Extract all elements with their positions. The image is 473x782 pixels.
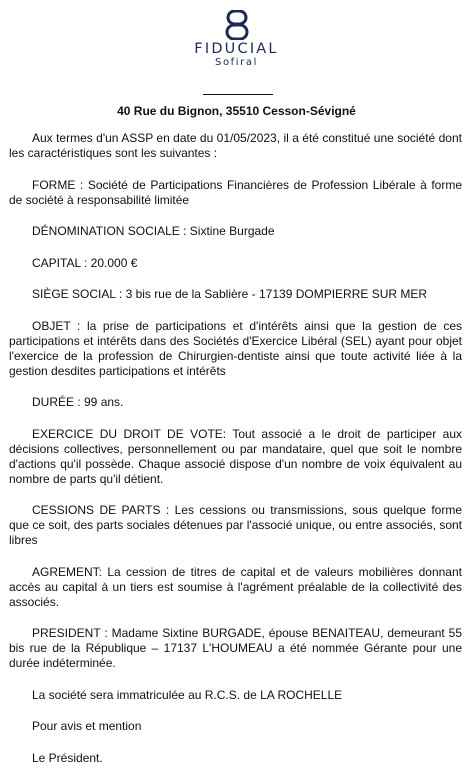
purpose-paragraph: OBJET : la prise de participations et d'intérêts ainsi que la gestion de ces participations et intérêts dans des Sociétés d'Exercice Libéral (SEL) ayant pour objet l'exercice de la profession de Chirurgien-dentiste ainsi que toute activité liée à la gestion desdites participations et intérêts <box>9 318 462 378</box>
head-office-paragraph: SIÈGE SOCIAL : 3 bis rue de la Sablière - 17139 DOMPIERRE SUR MER <box>32 287 428 301</box>
capital-paragraph: CAPITAL : 20.000 € <box>32 255 138 270</box>
share-transfer-paragraph: CESSIONS DE PARTS : Les cessions ou transmissions, sous quelque forme que ce soit, des parts sociales détenues par l'associé unique, ou entre associés, sont libres <box>9 503 462 547</box>
fiducial-logo <box>0 10 473 69</box>
approval-paragraph: AGREMENT: La cession de titres de capital et de valeurs mobilières donnant accès au capital à un tiers est soumise à l'agrément préalable de la collectivité des associés. <box>9 564 462 609</box>
signature-paragraph: Le Président. <box>32 750 103 765</box>
logo-name: FIDUCIAL <box>194 41 279 57</box>
logo-subtitle: Sofiral <box>215 57 258 68</box>
notice-body <box>9 131 462 782</box>
company-address: 40 Rue du Bignon, 35510 Cesson-Sévigné <box>117 104 356 118</box>
form-paragraph: FORME : Société de Participations Financières de Profession Libérale à forme de société à responsabilité limitée <box>9 177 462 207</box>
duration-paragraph: DURÉE : 99 ans. <box>32 395 124 409</box>
fiducial-logo-icon <box>225 10 249 40</box>
registration-paragraph: La société sera immatriculée au R.C.S. de LA ROCHELLE <box>32 687 343 702</box>
denomination-paragraph: DÉNOMINATION SOCIALE : Sixtine Burgade <box>32 224 275 238</box>
notice-mention-paragraph: Pour avis et mention <box>32 719 142 733</box>
intro-paragraph: Aux termes d'un ASSP en date du 01/05/2023, il a été constitué une société dont les caractéristiques sont les suivantes : <box>9 131 462 160</box>
header-divider <box>203 94 273 95</box>
president-paragraph: PRESIDENT : Madame Sixtine BURGADE, épouse BENAITEAU, demeurant 55 bis rue de la République – 17137 L'HOUMEAU a été nommée Gérante pour une durée indéterminée. <box>9 626 462 670</box>
voting-rights-paragraph: EXERCICE DU DROIT DE VOTE: Tout associé a le droit de participer aux décisions collectives, personnellement ou par mandataire, quel que soit le nombre d'actions qu'il possède. Chaque associé dispose d'un nombre de voix équivalent au nombre de parts qu'il détient. <box>9 426 462 486</box>
